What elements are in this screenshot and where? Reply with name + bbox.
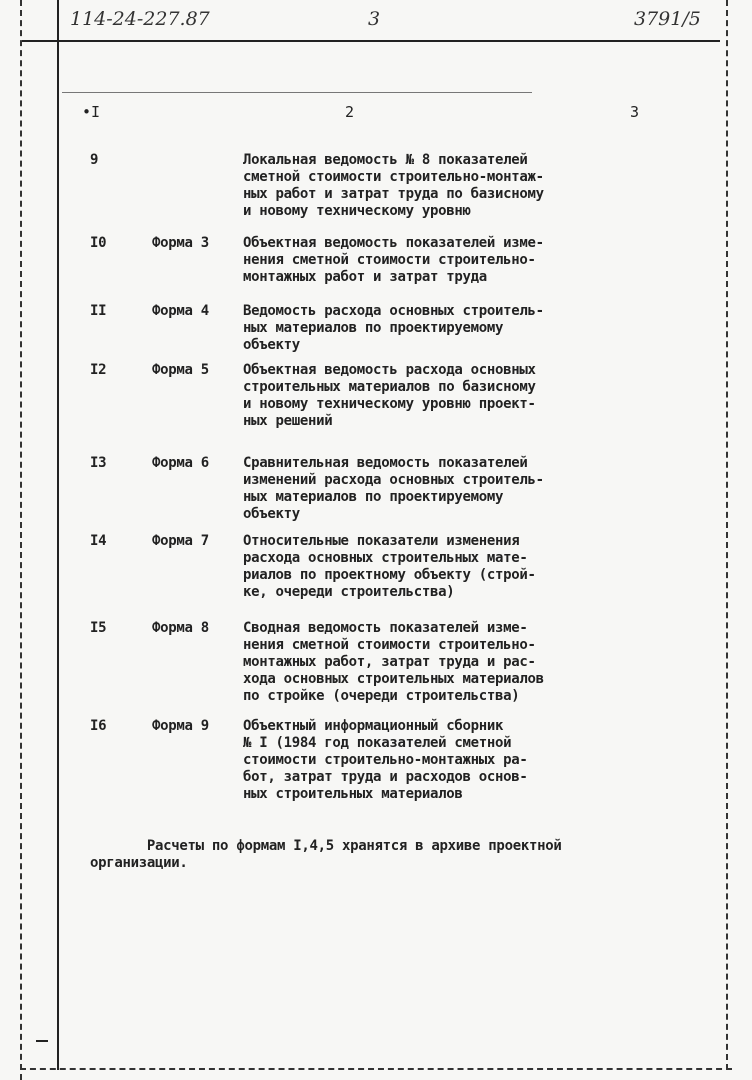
row-description	[243, 718, 528, 803]
description-line: Локальная ведомость № 8 показателей	[243, 152, 528, 168]
description-line: Сравнительная ведомость показателей	[243, 455, 528, 471]
description-line: объекту	[243, 506, 300, 522]
header-rule	[22, 40, 720, 42]
description-line: риалов по проектному объекту (строй-	[243, 567, 536, 583]
description-line: ных работ и затрат труда по базисному	[243, 186, 544, 202]
description-line: строительных материалов по базисному	[243, 379, 536, 395]
description-line: монтажных работ и затрат труда	[243, 269, 487, 285]
row-form: Форма 7	[152, 533, 209, 549]
column-header-2: 2	[345, 103, 355, 121]
description-line: сметной стоимости строительно-монтаж-	[243, 169, 544, 185]
row-description	[243, 235, 544, 286]
description-line: Сводная ведомость показателей изме-	[243, 620, 528, 636]
left-margin-dashed-line	[20, 0, 22, 1080]
description-line: ных строительных материалов	[243, 786, 463, 802]
row-form: Форма 4	[152, 303, 209, 319]
row-number: I5	[90, 620, 107, 636]
description-line: и новому техническому уровню проект-	[243, 396, 536, 412]
description-line: изменений расхода основных строитель-	[243, 472, 544, 488]
description-line: хода основных строительных материалов	[243, 671, 544, 687]
row-number: I4	[90, 533, 107, 549]
left-frame-line	[57, 0, 59, 1070]
row-form: Форма 9	[152, 718, 209, 734]
description-line: нения сметной стоимости строительно-	[243, 252, 536, 268]
row-number: II	[90, 303, 107, 319]
description-line: Объектный информационный сборник	[243, 718, 504, 734]
document-code: 114-24-227.87	[70, 8, 210, 30]
description-line: Ведомость расхода основных строитель-	[243, 303, 544, 319]
row-number: I3	[90, 455, 107, 471]
row-description	[243, 533, 536, 601]
description-line: ке, очереди строительства)	[243, 584, 455, 600]
sheet-number: 3791/5	[634, 8, 701, 30]
footer-note	[90, 838, 561, 872]
description-line: Объектная ведомость расхода основных	[243, 362, 536, 378]
row-form: Форма 5	[152, 362, 209, 378]
table-header-rule	[62, 92, 532, 93]
footer-line: организации.	[90, 855, 188, 871]
bottom-frame-line	[20, 1068, 732, 1070]
footer-line: Расчеты по формам I,4,5 хранятся в архиве проектной	[90, 838, 562, 854]
description-line: ных материалов по проектируемому	[243, 320, 504, 336]
row-number: I6	[90, 718, 107, 734]
row-number: I2	[90, 362, 107, 378]
row-number: I0	[90, 235, 107, 251]
row-form: Форма 3	[152, 235, 209, 251]
description-line: стоимости строительно-монтажных ра-	[243, 752, 528, 768]
description-line: и новому техническому уровню	[243, 203, 471, 219]
margin-mark	[36, 1040, 48, 1042]
description-line: объекту	[243, 337, 300, 353]
description-line: монтажных работ, затрат труда и рас-	[243, 654, 536, 670]
column-header-1: •I	[82, 103, 101, 121]
description-line: нения сметной стоимости строительно-	[243, 637, 536, 653]
description-line: расхода основных строительных мате-	[243, 550, 528, 566]
row-description	[243, 362, 536, 430]
column-header-3: 3	[630, 103, 640, 121]
row-form: Форма 6	[152, 455, 209, 471]
row-description	[243, 152, 544, 220]
row-form: Форма 8	[152, 620, 209, 636]
row-number: 9	[90, 152, 99, 168]
description-line: ных решений	[243, 413, 333, 429]
description-line: Объектная ведомость показателей изме-	[243, 235, 544, 251]
description-line: бот, затрат труда и расходов основ-	[243, 769, 528, 785]
description-line: по стройке (очереди строительства)	[243, 688, 520, 704]
description-line: ных материалов по проектируемому	[243, 489, 504, 505]
row-description	[243, 620, 544, 705]
page-number: 3	[368, 8, 381, 30]
row-description	[243, 303, 544, 354]
description-line: Относительные показатели изменения	[243, 533, 520, 549]
row-description	[243, 455, 544, 523]
description-line: № I (1984 год показателей сметной	[243, 735, 512, 751]
right-frame-line	[726, 0, 728, 1070]
